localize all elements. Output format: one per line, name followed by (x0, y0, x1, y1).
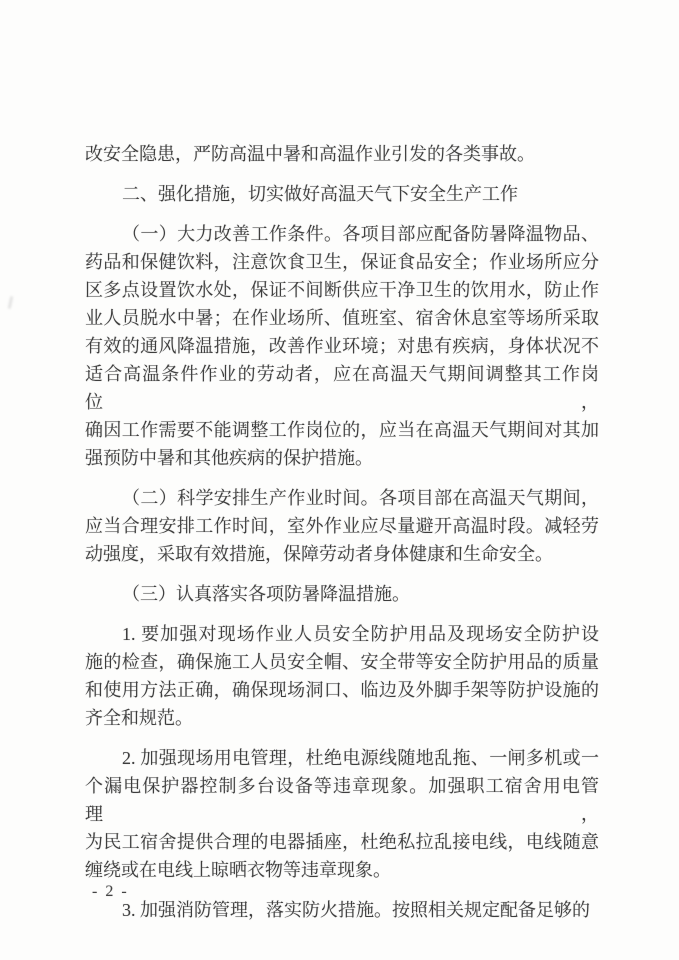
text-line: 强预防中暑和其他疾病的保护措施。 (85, 448, 373, 468)
paragraph-body-continuation (85, 140, 599, 168)
text-line: 有效的通风降温措施，改善作业环境；对患有疾病，身体状况不 (85, 336, 599, 356)
text-line: 药品和保健饮料，注意饮食卫生，保证食品安全；作业场所应分 (85, 252, 599, 272)
text-line: （一）大力改善工作条件。各项目部应配备防暑降温物品、 (122, 224, 599, 244)
text-line: （三）认真落实各项防暑降温措施。 (122, 584, 410, 604)
paragraph-section-heading (85, 180, 599, 208)
text-line: 1. 要加强对现场作业人员安全防护用品及现场安全防护设 (122, 624, 599, 644)
document-body (85, 140, 599, 924)
scan-smudge-artifact (8, 296, 14, 309)
text-line: 改安全隐患，严防高温中暑和高温作业引发的各类事故。 (85, 144, 535, 164)
text-line: 和使用方法正确，确保现场洞口、临边及外脚手架等防护设施的 (85, 680, 599, 700)
text-line: 业人员脱水中暑；在作业场所、值班室、宿舍休息室等场所采取 (85, 308, 599, 328)
text-line: 2. 加强现场用电管理，杜绝电源线随地乱拖、一闸多机或一 (122, 748, 599, 768)
paragraph-body (85, 580, 599, 608)
paragraph-body (85, 620, 599, 732)
text-line: 确因工作需要不能调整工作岗位的，应当在高温天气期间对其加 (85, 420, 599, 440)
text-line: 为民工宿舍提供合理的电器插座，杜绝私拉乱接电线，电线随意 (85, 832, 599, 852)
text-line: 个漏电保护器控制多台设备等违章现象。加强职工宿舍用电管理， (85, 776, 599, 824)
paragraph-body (85, 484, 599, 568)
text-line: 二、强化措施，切实做好高温天气下安全生产工作 (122, 184, 518, 204)
text-line: 3. 加强消防管理，落实防火措施。按照相关规定配备足够的 (122, 900, 590, 920)
text-line: 齐全和规范。 (85, 708, 193, 728)
text-line: 缠绕或在电线上晾晒衣物等违章现象。 (85, 860, 391, 880)
text-line: 动强度，采取有效措施，保障劳动者身体健康和生命安全。 (85, 544, 553, 564)
text-line: 应当合理安排工作时间，室外作业应尽量避开高温时段。减轻劳 (85, 516, 599, 536)
text-line: （二）科学安排生产作业时间。各项目部在高温天气期间， (122, 488, 599, 508)
page-number: - 2 - (92, 883, 129, 900)
text-line: 适合高温条件作业的劳动者，应在高温天气期间调整其工作岗位， (85, 364, 599, 412)
paragraph-body (85, 744, 599, 884)
text-line: 区多点设置饮水处，保证不间断供应干净卫生的饮用水，防止作 (85, 280, 599, 300)
paragraph-body (85, 896, 599, 924)
paragraph-body (85, 220, 599, 472)
text-line: 施的检查，确保施工人员安全帽、安全带等安全防护用品的质量 (85, 652, 599, 672)
